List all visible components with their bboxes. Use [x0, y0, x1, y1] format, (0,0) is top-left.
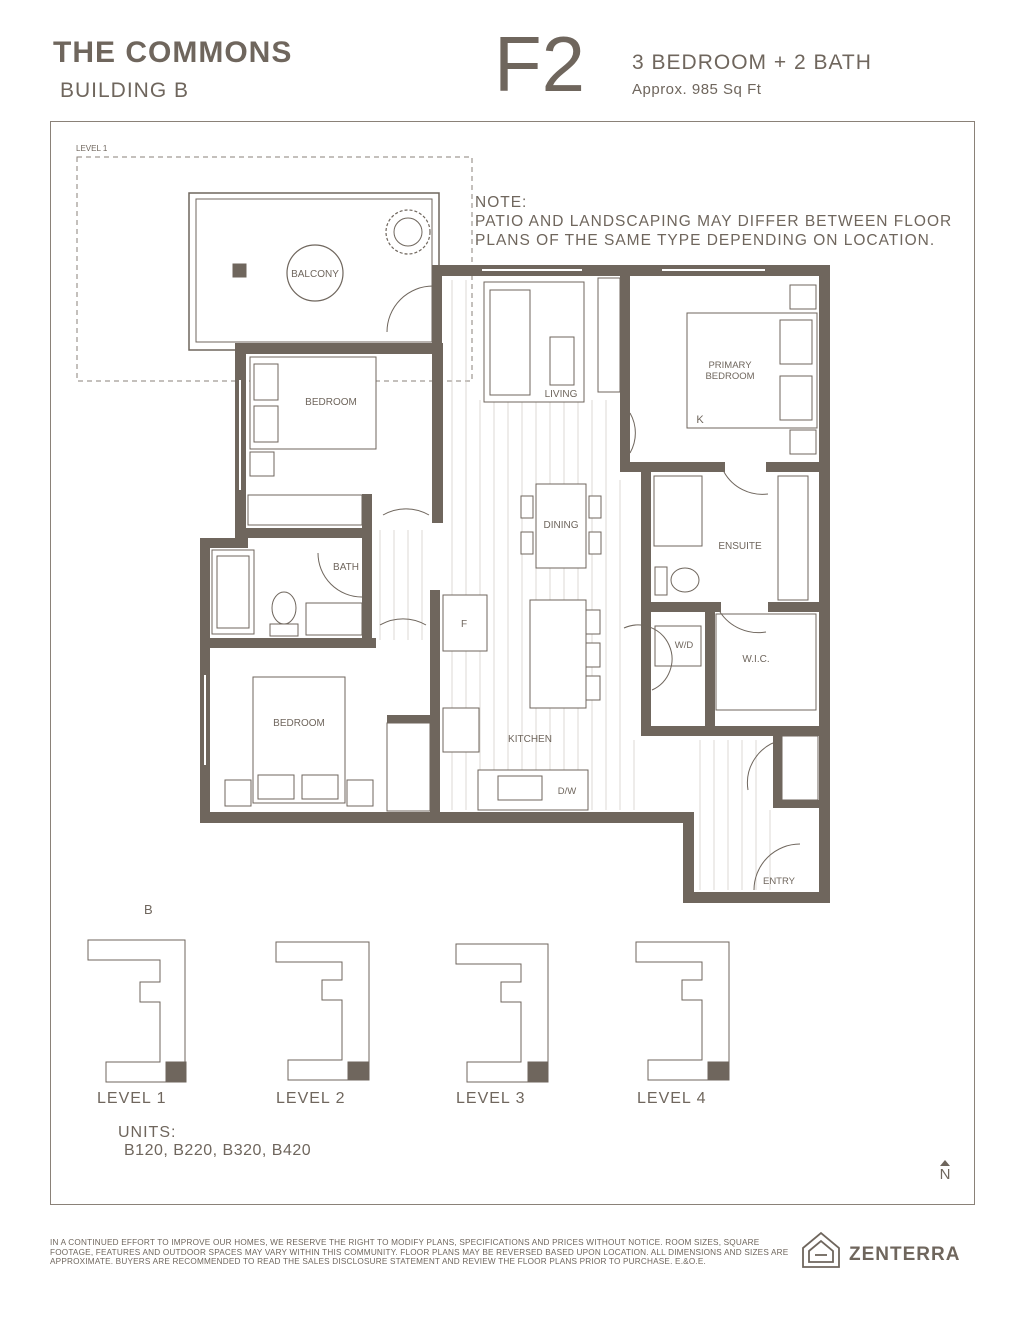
key-plan-building-label: B	[144, 902, 153, 917]
brand-name: ZENTERRA	[849, 1244, 961, 1265]
plan-note	[475, 193, 952, 250]
room-ensuite: ENSUITE	[718, 541, 762, 552]
key-plans	[88, 940, 729, 1082]
plan-type: 3 BEDROOM + 2 BATH	[632, 51, 872, 74]
units-label: UNITS:	[118, 1124, 177, 1141]
room-bedroom-upper: BEDROOM	[305, 397, 357, 408]
level1-outline-label: LEVEL 1	[76, 144, 108, 153]
appliance-dishwasher: D/W	[557, 786, 577, 797]
room-dining: DINING	[543, 520, 579, 531]
room-primary-bedroom-line1: PRIMARY	[708, 360, 752, 371]
units-value: B120, B220, B320, B420	[124, 1142, 312, 1159]
note-line2: PLANS OF THE SAME TYPE DEPENDING ON LOCATION.	[475, 232, 936, 249]
room-bath: BATH	[333, 562, 359, 573]
project-name: THE COMMONS	[53, 36, 293, 69]
room-living: LIVING	[544, 389, 578, 400]
key-plan-level-4-label: LEVEL 4	[637, 1090, 707, 1107]
key-plan-level-2	[276, 942, 369, 1080]
key-plan-level-3	[456, 944, 548, 1082]
key-plan-level-1-label: LEVEL 1	[97, 1090, 167, 1107]
balcony-label: BALCONY	[291, 269, 339, 280]
building-label: BUILDING B	[60, 79, 190, 102]
key-plan-level-2-label: LEVEL 2	[276, 1090, 346, 1107]
appliance-fridge: F	[460, 619, 468, 630]
disclaimer: IN A CONTINUED EFFORT TO IMPROVE OUR HOMES, WE RESERVE THE RIGHT TO MODIFY PLANS, SPECIFICATIONS AND PRICES WITHOUT NOTICE. ROOM SIZES, SQUARE FOOTAGE, FEATURES AND OUTDOOR SPACES MAY VARY WITHIN THIS COMMUNITY. FLOOR PLANS MAY BE REVERSED BASED UPON LOCATION. ALL DIMENSIONS AND SIZES ARE APPROXIMATE. BUYERS ARE RECOMMENDED TO READ THE SALES DISCLOSURE STATEMENT AND REVIEW THE FLOOR PLANS PRIOR TO PURCHASE. E.&O.E.	[50, 1238, 789, 1267]
note-line1: PATIO AND LANDSCAPING MAY DIFFER BETWEEN FLOOR	[475, 213, 953, 230]
room-entry: ENTRY	[762, 876, 796, 887]
room-kitchen: KITCHEN	[508, 734, 552, 745]
appliance-wd: W/D	[674, 640, 694, 651]
key-plan-level-4	[636, 942, 729, 1080]
plan-code: F2	[494, 20, 586, 108]
key-plan-level-1	[88, 940, 186, 1082]
north-indicator	[934, 1154, 956, 1183]
key-plan-level-3-label: LEVEL 3	[456, 1090, 526, 1107]
north-label: N	[939, 1166, 951, 1183]
zenterra-logo-icon	[803, 1233, 839, 1267]
room-bedroom-lower: BEDROOM	[273, 718, 325, 729]
note-title: NOTE:	[475, 194, 528, 211]
closet-k: K	[696, 414, 704, 426]
plan-area: Approx. 985 Sq Ft	[632, 81, 762, 98]
room-primary-bedroom-line2: BEDROOM	[705, 371, 755, 382]
room-wic: W.I.C.	[742, 654, 770, 665]
